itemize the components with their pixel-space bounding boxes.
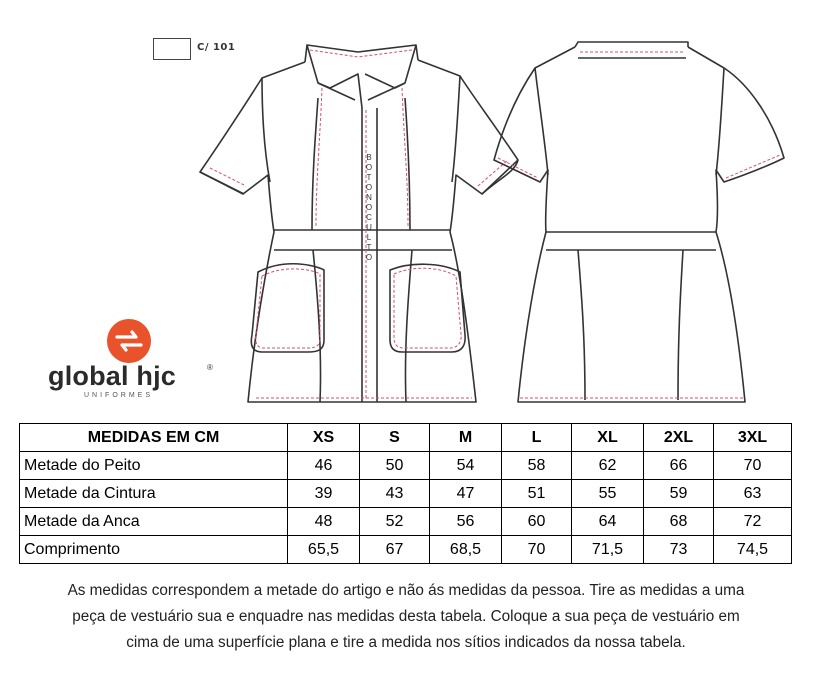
table-cell: 60 — [502, 508, 572, 536]
brand-subtitle: UNIFORMES — [84, 392, 153, 399]
table-cell: 56 — [430, 508, 502, 536]
table-cell: 73 — [644, 536, 714, 564]
header-size: 2XL — [644, 424, 714, 452]
table-cell: 66 — [644, 452, 714, 480]
size-chart-table — [19, 423, 792, 564]
measurement-note — [20, 578, 792, 656]
header-size: 3XL — [714, 424, 792, 452]
table-cell: 68,5 — [430, 536, 502, 564]
row-label: Metade da Anca — [20, 508, 288, 536]
hidden-button-label — [366, 153, 372, 262]
row-label: Comprimento — [20, 536, 288, 564]
svg-text:L: L — [366, 233, 372, 242]
table-cell: 71,5 — [572, 536, 644, 564]
table-row — [20, 536, 792, 564]
svg-text:B: B — [366, 153, 372, 162]
table-cell: 52 — [360, 508, 430, 536]
table-cell: 68 — [644, 508, 714, 536]
table-cell: 54 — [430, 452, 502, 480]
registered-mark: ® — [207, 363, 213, 372]
table-cell: 64 — [572, 508, 644, 536]
header-measures: MEDIDAS EM CM — [20, 424, 288, 452]
brand-logo-icon — [106, 318, 152, 364]
svg-text:U: U — [366, 223, 372, 232]
header-size: S — [360, 424, 430, 452]
table-cell: 65,5 — [288, 536, 360, 564]
note-line: As medidas correspondem a metade do artigo e não ás medidas da pessoa. Tire as medidas a uma — [67, 582, 745, 599]
brand-name: global hjc — [48, 361, 177, 391]
table-cell: 55 — [572, 480, 644, 508]
table-cell: 63 — [714, 480, 792, 508]
table-cell: 67 — [360, 536, 430, 564]
table-cell: 58 — [502, 452, 572, 480]
back-view — [494, 42, 784, 402]
header-size: XL — [572, 424, 644, 452]
table-cell: 72 — [714, 508, 792, 536]
table-row — [20, 452, 792, 480]
header-size: M — [430, 424, 502, 452]
table-cell: 70 — [502, 536, 572, 564]
table-cell: 70 — [714, 452, 792, 480]
note-line: peça de vestuário sua e enquadre nas medidas desta tabela. Coloque a sua peça de vestuário em — [72, 608, 740, 625]
table-cell: 50 — [360, 452, 430, 480]
header-size: XS — [288, 424, 360, 452]
svg-text:O: O — [365, 203, 373, 212]
svg-text:T: T — [366, 243, 372, 252]
table-cell: 47 — [430, 480, 502, 508]
row-label: Metade da Cintura — [20, 480, 288, 508]
table-row — [20, 480, 792, 508]
table-cell: 48 — [288, 508, 360, 536]
row-label: Metade do Peito — [20, 452, 288, 480]
note-line: cima de uma superfície plana e tire a medida nos sítios indicados da nossa tabela. — [126, 634, 686, 651]
table-header-row — [20, 424, 792, 452]
svg-text:O: O — [365, 183, 373, 192]
header-size: L — [502, 424, 572, 452]
front-view — [200, 45, 518, 402]
svg-text:N: N — [366, 193, 372, 202]
table-cell: 43 — [360, 480, 430, 508]
table-cell: 51 — [502, 480, 572, 508]
product-code: C/ 101 — [197, 42, 236, 53]
table-cell: 59 — [644, 480, 714, 508]
svg-text:O: O — [365, 163, 373, 172]
table-cell: 46 — [288, 452, 360, 480]
table-cell: 74,5 — [714, 536, 792, 564]
table-cell: 62 — [572, 452, 644, 480]
svg-text:C: C — [366, 213, 372, 222]
table-row — [20, 508, 792, 536]
table-cell: 39 — [288, 480, 360, 508]
svg-text:O: O — [365, 253, 373, 262]
svg-text:T: T — [366, 173, 372, 182]
